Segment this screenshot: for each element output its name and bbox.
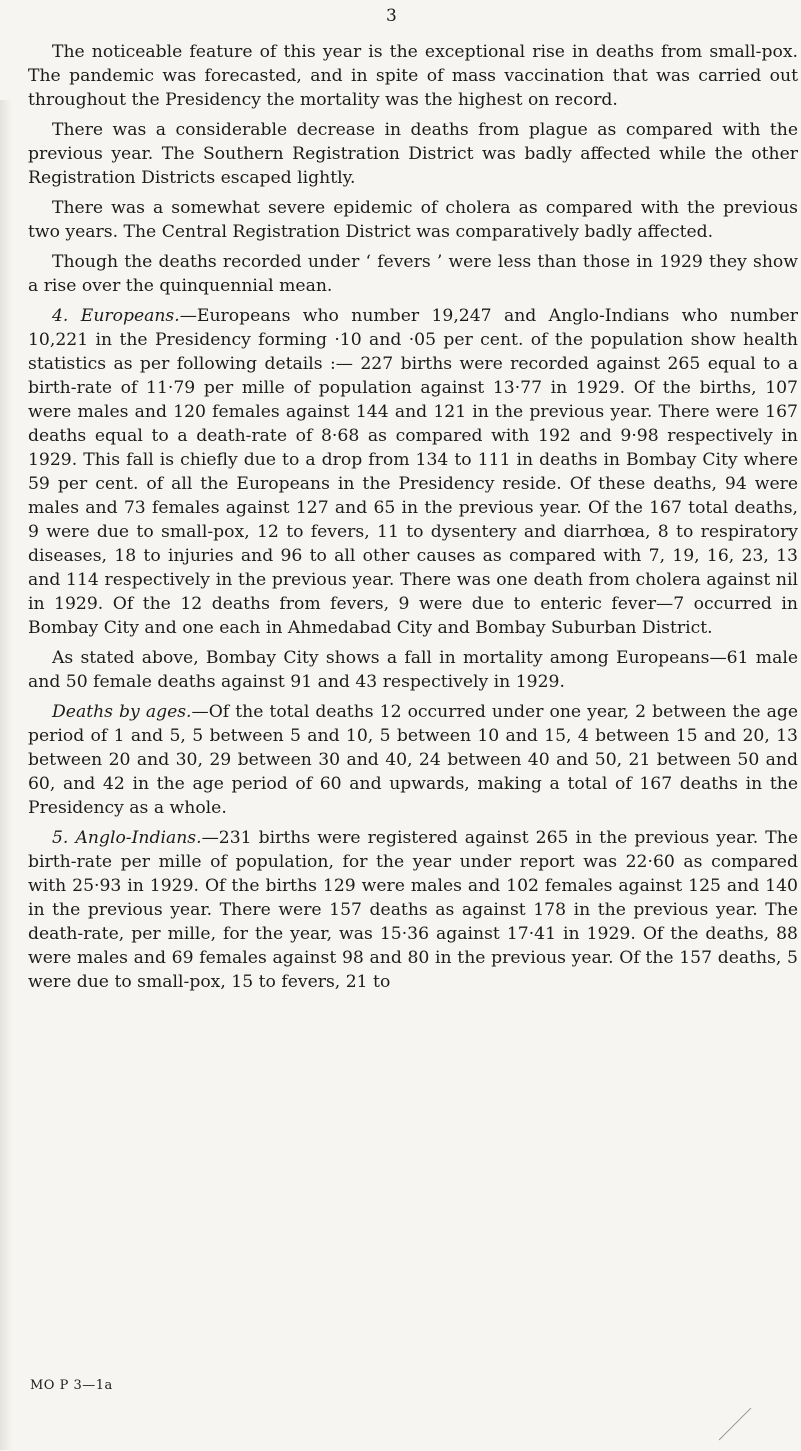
paragraph-text: —231 births were registered against 265 in the previous year. The birth-rate per mille of population, for the year under report was 22·60 as compared with 25·93 in 1929. Of the births 129 were males and 102 females against 125 and 140 in the previous year. There were 157 deaths as against 178 in the previous year. The death-rate, per mille, for the year, was 15·36 against 17·41 in 1929. Of the deaths, 88 were males and 69 females against 98 and 80 in the previous year. Of the 157 deaths, 5 were due to small-pox, 15 to fevers, 21 to: [28, 828, 798, 992]
paragraph-text: As stated above, Bombay City shows a fall in mortality among Europeans—61 male and 50 female deaths against 91 and 43 respectively in 1929.: [28, 648, 798, 692]
paragraph-europeans: [28, 304, 798, 640]
print-code-footer: MO P 3—1a: [30, 1378, 113, 1393]
paragraph-text: There was a considerable decrease in deaths from plague as compared with the previous year. The Southern Registration District was badly affected while the other Registration Districts escaped lightly.: [28, 120, 798, 188]
paragraph: [28, 118, 798, 190]
paragraph: [28, 196, 798, 244]
paragraph-anglo-indians: [28, 826, 798, 994]
page-left-edge: [0, 100, 12, 1450]
section-heading: Deaths by ages.: [52, 702, 192, 722]
section-heading: 5. Anglo-Indians.: [52, 828, 202, 848]
body-text: [28, 40, 798, 1000]
paragraph-text: —Europeans who number 19,247 and Anglo-Indians who number 10,221 in the Presidency forming ·10 and ·05 per cent. of the population show health statistics as per following details :— 227 births were recorded against 265 equal to a birth-rate of 11·79 per mille of population against 13·77 in 1929. Of the births, 107 were males and 120 females against 144 and 121 in the previous year. There were 167 deaths equal to a death-rate of 8·68 as compared with 192 and 9·98 respectively in 1929. This fall is chiefly due to a drop from 134 to 111 in deaths in Bombay City where 59 per cent. of all the Europeans in the Presidency reside. Of these deaths, 94 were males and 73 females against 127 and 65 in the previous year. Of the 167 total deaths, 9 were due to small-pox, 12 to fevers, 11 to dysentery and diarrhœa, 8 to respiratory diseases, 18 to injuries and 96 to all other causes as compared with 7, 19, 16, 23, 13 and 114 respectively in the previous year. There was one death from cholera against nil in 1929. Of the 12 deaths from fevers, 9 were due to enteric fever—7 occurred in Bombay City and one each in Ahmedabad City and Bombay Suburban District.: [28, 306, 798, 638]
paragraph-text: Though the deaths recorded under ‘ fevers ’ were less than those in 1929 they show a rise over the quinquennial mean.: [28, 252, 798, 296]
paragraph-text: There was a somewhat severe epidemic of cholera as compared with the previous two years. The Central Registration District was comparatively badly affected.: [28, 198, 798, 242]
paragraph-deaths-by-ages: [28, 700, 798, 820]
page-number: 3: [386, 6, 397, 26]
paragraph: [28, 646, 798, 694]
paragraph: [28, 40, 798, 112]
pencil-mark: [715, 1404, 755, 1444]
section-heading: 4. Europeans.: [52, 306, 180, 326]
paragraph: [28, 250, 798, 298]
paragraph-text: The noticeable feature of this year is the exceptional rise in deaths from small-pox. The pandemic was forecasted, and in spite of mass vaccination that was carried out throughout the Presidency the mortality was the highest on record.: [28, 42, 798, 110]
paragraph-text: —Of the total deaths 12 occurred under one year, 2 between the age period of 1 and 5, 5 between 5 and 10, 5 between 10 and 15, 4 between 15 and 20, 13 between 20 and 30, 29 between 30 and 40, 24 between 40 and 50, 21 between 50 and 60, and 42 in the age period of 60 and upwards, making a total of 167 deaths in the Presidency as a whole.: [28, 702, 798, 818]
